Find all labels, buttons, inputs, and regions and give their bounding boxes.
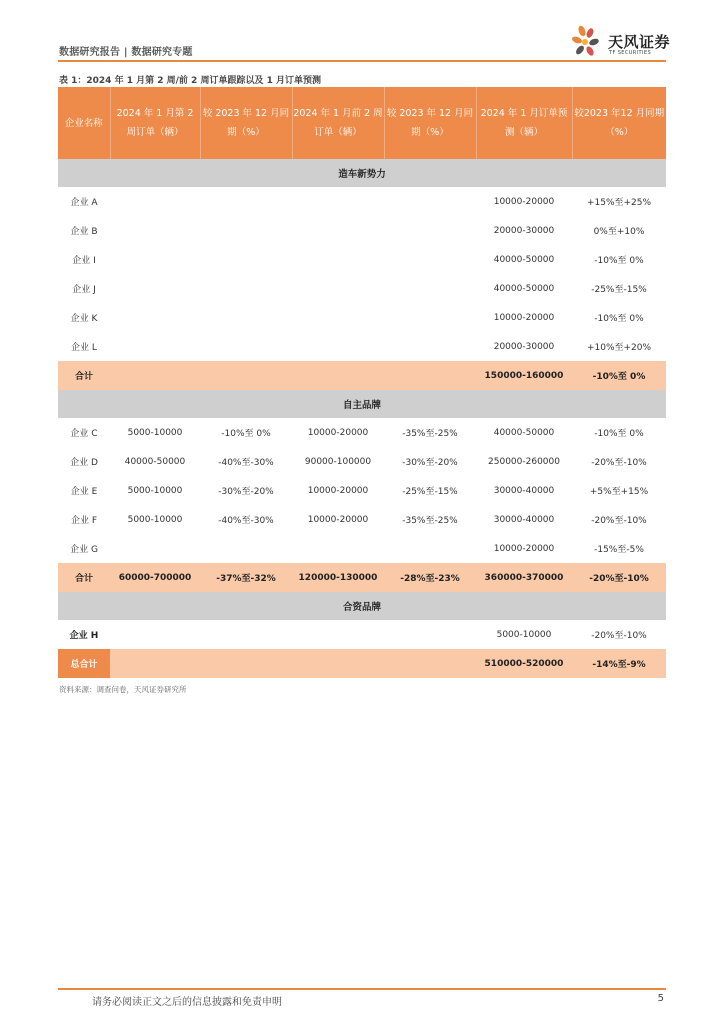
table-cell [384,303,476,332]
table-cell: 5000-10000 [127,427,183,438]
table-cell: 40000-50000 [493,254,555,265]
table-cell [200,274,292,303]
table-row [58,187,666,216]
table-cell: 10000-20000 [307,514,369,525]
flower-logo-icon [568,24,606,60]
table-cell [384,274,476,303]
table-cell: 10000-20000 [493,312,555,323]
column-header: 较 2023 年 12 月同期（%） [200,87,292,159]
table-cell: +15%至+25% [586,198,652,208]
column-header: 较 2023 年 12 月同期（%） [384,87,476,159]
table-cell: -40%至-30% [218,516,274,526]
table-cell: 企业 H [69,631,99,641]
table-cell: 10000-20000 [493,543,555,554]
table-cell: -25%至-15% [402,487,458,497]
page-number: 5 [657,993,664,1004]
table-cell: 合计 [58,361,110,390]
table-row [58,620,666,649]
table-cell: -14%至-9% [572,649,666,678]
table-cell: 30000-40000 [493,485,555,496]
table-row [58,216,666,245]
company-logo [568,24,671,60]
table-cell: 40000-50000 [493,427,555,438]
column-header: 2024 年 1 月前 2 周订单（辆） [292,87,384,159]
table-row [58,476,666,505]
section-title: 合资品牌 [58,592,666,620]
table-cell: 10000-20000 [307,485,369,496]
table-cell [200,303,292,332]
table-cell: 250000-260000 [488,456,560,467]
orders-table [58,87,666,678]
table-cell: 企业 F [70,516,98,526]
table-cell: 企业 A [70,198,98,208]
table-cell [200,187,292,216]
table-cell: 总合计 [58,649,110,678]
table-cell: 30000-40000 [493,514,555,525]
table-cell [384,332,476,361]
column-header: 2024 年 1 月第 2 周订单（辆） [110,87,200,159]
table-cell: -37%至-32% [200,563,292,592]
table-cell: 20000-30000 [493,225,555,236]
table-cell: 企业 C [70,429,98,439]
table-cell: -20%至-10% [591,516,647,526]
section-row [58,592,666,620]
table-cell [110,303,200,332]
table-cell [200,361,292,390]
table-cell: 0%至+10% [593,227,645,237]
section-row [58,390,666,418]
table-cell: 20000-30000 [493,341,555,352]
footer-disclaimer: 请务必阅读正文之后的信息披露和免责申明 [92,997,282,1008]
table-cell: 企业 B [70,227,98,237]
table-row [58,303,666,332]
table-cell [384,245,476,274]
table-cell [200,649,292,678]
header-divider [58,60,666,62]
table-cell: 企业 I [72,256,96,266]
footer-divider [58,988,666,990]
logo-english-text: TF SECURITIES [609,50,652,56]
table-cell [200,216,292,245]
report-header-title: 数据研究报告 | 数据研究专题 [59,47,193,58]
table-cell [292,534,384,563]
table-cell [384,649,476,678]
section-title: 造车新势力 [58,159,666,187]
table-cell: -20%至-10% [591,458,647,468]
table-cell: +10%至+20% [586,343,652,353]
table-cell: 企业 L [71,343,97,353]
table-cell: -15%至-5% [594,545,644,555]
table-cell: 企业 K [70,314,98,324]
table-cell [292,216,384,245]
column-header: 企业名称 [58,87,110,159]
table-cell [292,361,384,390]
table-cell [110,534,200,563]
table-cell: -10%至 0% [594,314,644,324]
table-cell: 合计 [58,563,110,592]
table-cell [110,332,200,361]
table-cell: 5000-10000 [127,485,183,496]
table-cell [200,620,292,649]
table-cell: 企业 J [72,285,96,295]
table-cell [384,361,476,390]
table-cell [110,361,200,390]
table-cell [200,245,292,274]
table-cell [110,274,200,303]
table-cell [384,216,476,245]
source-note: 资料来源：调查问卷，天风证券研究所 [59,685,187,694]
table-cell: 5000-10000 [127,514,183,525]
table-cell: 40000-50000 [124,456,186,467]
table-row [58,274,666,303]
table-cell [384,534,476,563]
table-cell: 10000-20000 [307,427,369,438]
section-title: 自主品牌 [58,390,666,418]
table-cell [200,534,292,563]
table-cell: 40000-50000 [493,283,555,294]
table-cell [292,245,384,274]
table-cell: 企业 G [70,545,98,555]
subtotal-row [58,361,666,390]
table-cell [292,649,384,678]
table-cell [384,620,476,649]
grand-total-row [58,649,666,678]
table-row [58,332,666,361]
table-cell [292,274,384,303]
table-cell: -10%至 0% [594,256,644,266]
table-cell: 150000-160000 [476,361,572,390]
table-cell: -30%至-20% [402,458,458,468]
table-cell [292,620,384,649]
table-cell: 企业 E [70,487,98,497]
table-cell [110,649,200,678]
table-cell: 360000-370000 [476,563,572,592]
table-cell [384,187,476,216]
table-cell: -25%至-15% [591,285,647,295]
table-cell: 5000-10000 [496,629,552,640]
table-row [58,447,666,476]
table-cell: -35%至-25% [402,516,458,526]
column-header: 2024 年 1 月订单预测（辆） [476,87,572,159]
table-cell: -10%至 0% [594,429,644,439]
table-caption: 表 1：2024 年 1 月第 2 周/前 2 周订单跟踪以及 1 月订单预测 [59,76,321,86]
table-cell: 120000-130000 [292,563,384,592]
table-cell: 60000-700000 [110,563,200,592]
table-cell [110,620,200,649]
table-cell: -40%至-30% [218,458,274,468]
table-cell: 企业 D [70,458,98,468]
table-cell [110,187,200,216]
table-cell: 10000-20000 [493,196,555,207]
table-row [58,505,666,534]
table-row [58,534,666,563]
table-cell [110,216,200,245]
table-cell: -20%至-10% [591,631,647,641]
table-cell [292,303,384,332]
table-cell: -10%至 0% [572,361,666,390]
table-cell [292,187,384,216]
table-cell [200,332,292,361]
column-header: 较2023 年12 月同期（%） [572,87,666,159]
table-row [58,245,666,274]
table-header-row [58,87,666,159]
table-row [58,418,666,447]
table-cell: -30%至-20% [218,487,274,497]
table-cell: -35%至-25% [402,429,458,439]
table-cell [292,332,384,361]
table-cell: -10%至 0% [221,429,271,439]
table-cell: +5%至+15% [589,487,649,497]
logo-chinese-text: 天风证券 [608,33,671,51]
section-row [58,159,666,187]
table-cell: -28%至-23% [384,563,476,592]
subtotal-row [58,563,666,592]
table-cell [110,245,200,274]
table-cell: 510000-520000 [476,649,572,678]
table-cell: 90000-100000 [304,456,372,467]
table-cell: -20%至-10% [572,563,666,592]
